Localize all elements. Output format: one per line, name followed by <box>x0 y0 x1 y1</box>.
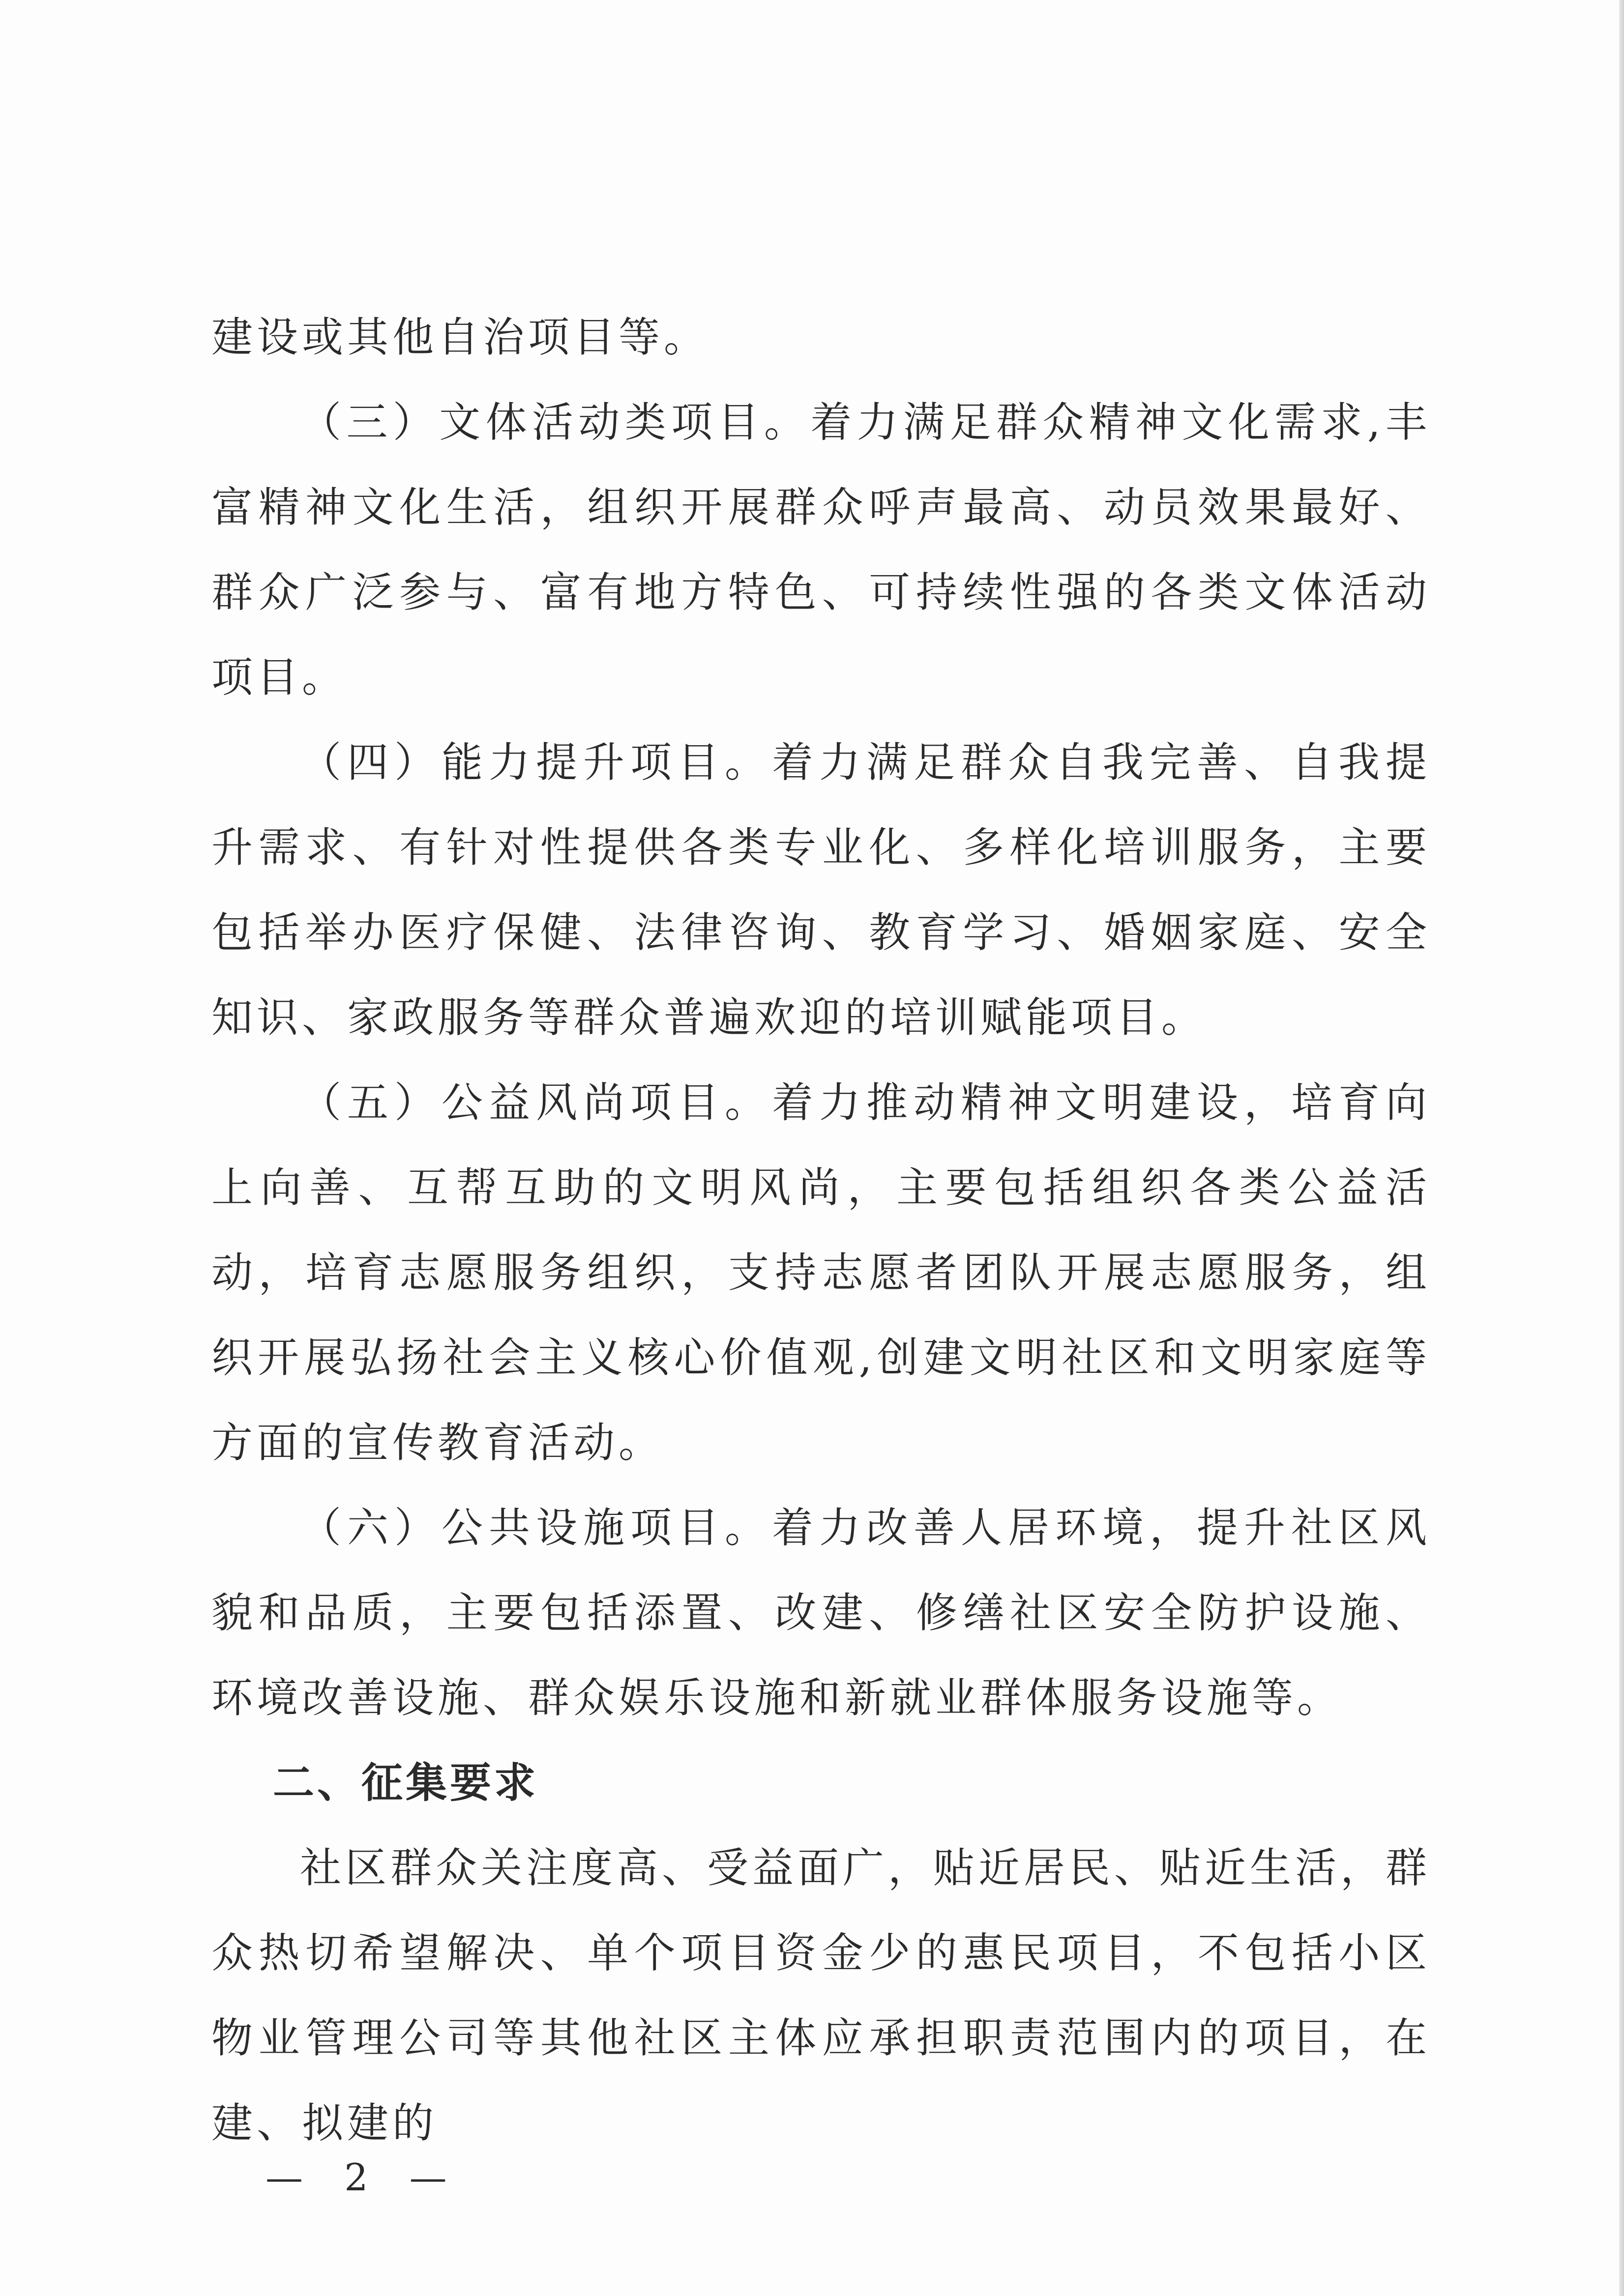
paragraph-text: 建设或其他自治项目等。 <box>211 313 709 361</box>
paragraph-item-3 <box>211 380 1431 720</box>
paragraph-text: 着力满足群众精神文化需求,丰富精神文化生活，组织开展群众呼声最高、动员效果最好、群众广泛参与、富有地方特色、可持续性强的各类文体活动项目。 <box>211 398 1431 701</box>
item-heading: （五）公益风尚项目。 <box>300 1078 772 1127</box>
scan-edge <box>1619 0 1624 2296</box>
section-heading: 二、征集要求 <box>273 1759 539 1807</box>
section-paragraph: 社区群众关注度高、受益面广，贴近居民、贴近生活，群众热切希望解决、单个项目资金少的惠民项目，不包括小区物业管理公司等其他社区主体应承担职责范围内的项目，在建、拟建的 <box>211 1844 1431 2147</box>
body-text <box>211 295 1431 2166</box>
paragraph-text: 着力推动精神文明建设，培育向上向善、互帮互助的文明风尚，主要包括组织各类公益活动，培育志愿服务组织，支持志愿者团队开展志愿服务，组织开展弘扬社会主义核心价值观,创建文明社区和文明家庭等方面的宣传教育活动。 <box>211 1078 1431 1467</box>
paragraph-text: 着力改善人居环境，提升社区风貌和品质，主要包括添置、改建、修缮社区安全防护设施、环境改善设施、群众娱乐设施和新就业群体服务设施等。 <box>211 1504 1431 1722</box>
paragraph-item-4 <box>211 720 1431 1060</box>
paragraph-text: 着力满足群众自我完善、自我提升需求、有针对性提供各类专业化、多样化培训服务，主要包括举办医疗保健、法律咨询、教育学习、婚姻家庭、安全知识、家政服务等群众普遍欢迎的培训赋能项目。 <box>211 738 1431 1042</box>
paragraph-item-6 <box>211 1485 1431 1741</box>
item-heading: （六）公共设施项目。 <box>300 1504 772 1552</box>
item-heading: （三）文体活动类项目。 <box>300 398 811 446</box>
item-heading: （四）能力提升项目。 <box>300 738 772 786</box>
paragraph-item-5 <box>211 1060 1431 1485</box>
paragraph-continuation <box>211 295 1431 380</box>
page-number: — 2 — <box>266 2155 462 2199</box>
